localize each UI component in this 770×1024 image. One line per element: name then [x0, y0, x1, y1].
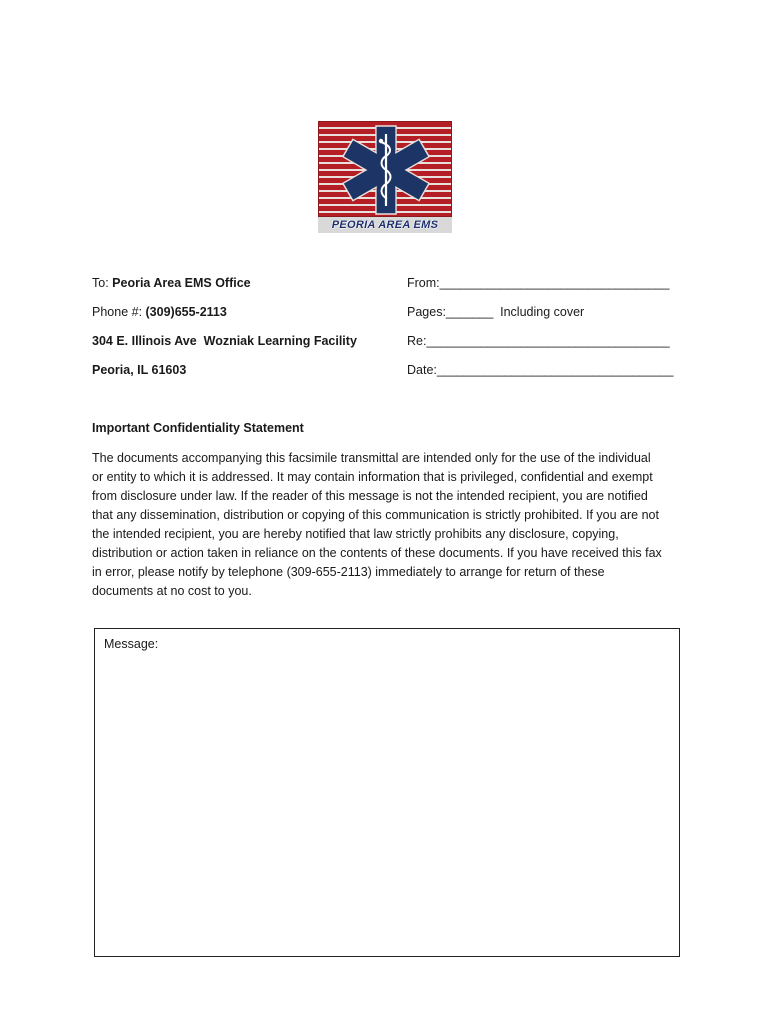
- re-field: [407, 333, 670, 349]
- from-label: From:: [407, 276, 440, 290]
- logo-flag: [318, 121, 452, 217]
- address-line-1-text: 304 E. Illinois Ave Wozniak Learning Facility: [92, 334, 357, 348]
- confidentiality-body: The documents accompanying this facsimile transmittal are intended only for the use of the individual or entity to which it is addressed. It may contain information that is privileged, confidential and exempt from disclosure under law. If the reader of this message is not the intended recipient, you are notified that any dissemination, distribution or copying of this communication is strictly prohibited. If you are not the intended recipient, you are hereby notified that law strictly prohibits any disclosure, copying, distribution or action taken in reliance on the contents of these documents. If you have received this fax in error, please notify by telephone (309-655-2113) immediately to arrange for return of these documents at no cost to you.: [92, 451, 662, 598]
- logo-wordmark: PEORIA AREA EMS: [318, 217, 452, 233]
- phone-value: (309)655-2113: [145, 305, 227, 319]
- message-box[interactable]: [94, 628, 680, 957]
- pages-label: Pages:: [407, 305, 446, 319]
- phone-label: Phone #:: [92, 305, 146, 319]
- from-field: [407, 275, 669, 291]
- phone-field: [92, 304, 227, 320]
- address-line-1: [92, 333, 357, 349]
- star-of-life-icon: [319, 122, 452, 217]
- peoria-ems-logo: [318, 121, 452, 233]
- to-value: Peoria Area EMS Office: [112, 276, 251, 290]
- pages-blank[interactable]: _______: [445, 305, 494, 319]
- date-blank[interactable]: ___________________________________: [436, 363, 674, 377]
- to-label: To:: [92, 276, 113, 290]
- address-line-2-text: Peoria, IL 61603: [92, 363, 187, 377]
- to-field: [92, 275, 251, 291]
- date-label: Date:: [407, 363, 437, 377]
- address-line-2: [92, 362, 186, 378]
- pages-field: [407, 304, 584, 320]
- re-blank[interactable]: ____________________________________: [426, 334, 670, 348]
- pages-suffix: Including cover: [493, 305, 585, 319]
- confidentiality-heading: Important Confidentiality Statement: [92, 421, 304, 435]
- message-label: Message:: [104, 637, 159, 651]
- from-blank[interactable]: __________________________________: [439, 276, 670, 290]
- re-label: Re:: [407, 334, 427, 348]
- date-field: [407, 362, 673, 378]
